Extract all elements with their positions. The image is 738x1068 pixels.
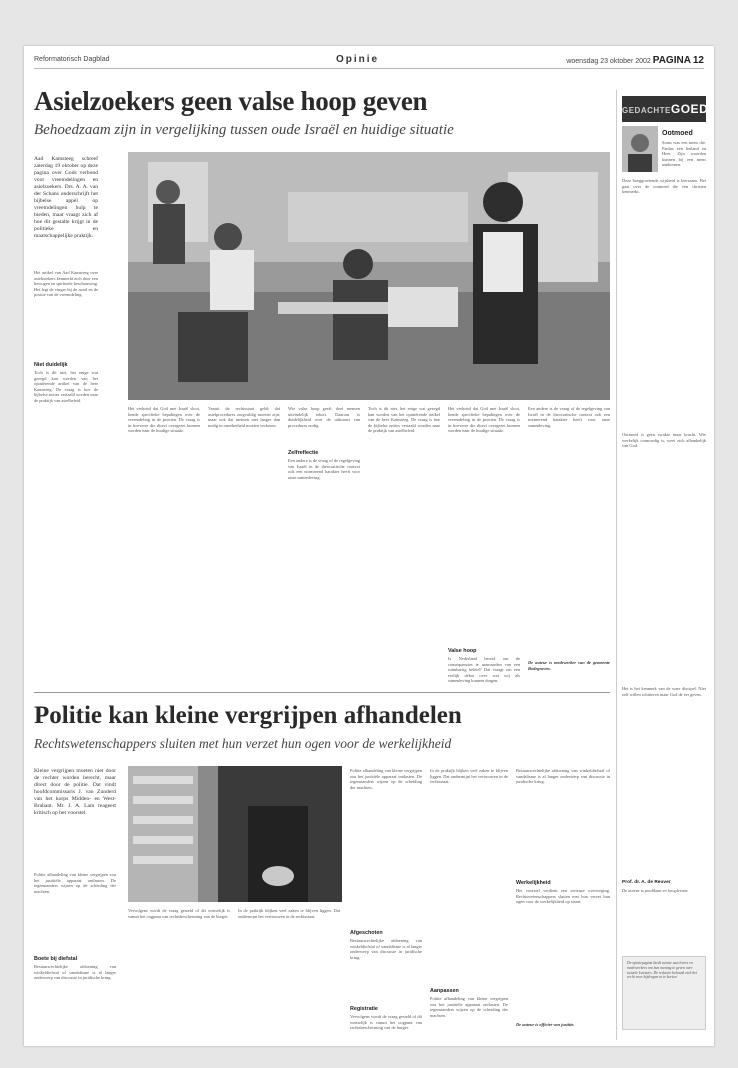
article1-subheadline: Behoedzaam zijn in vergelijking tussen oude Israël en huidige situatie: [34, 122, 454, 138]
logo-part2: GOED: [670, 102, 709, 116]
sidebar-body2: Deze boeggroeiende wijsheid is leerzaam. Het gaat over de ootmoed die een christen kenmerkt.: [622, 178, 706, 195]
article2-body2: Bestuursrechtelijke afdoening van winkeldiefstal of vandalisme is al langer onderwerp van discussie in juridische kring.: [34, 964, 116, 981]
photo-illustration-2: [128, 766, 342, 902]
article2-col5: In de praktijk blijken veel zaken te blijven liggen. Dat ondermijnt het vertrouwen in de rechtsstaat.: [430, 768, 508, 785]
article2-body3: Vervolgens wordt de vraag gesteld of dit wenselijk is vanuit het oogpunt van rechtsbescherming van de burger.: [128, 908, 230, 919]
logo-part1: GEDACHTE: [622, 106, 671, 115]
article1-body7: Is Nederland bereid om de consequenties te aanvaarden van een ruimhartig beleid? Dat vraagt om een eerlijk debat over wat wij als samenleving kunnen dragen.: [448, 656, 520, 684]
article2-subheadline: Rechtswetenschappers sluiten met hun verzet hun ogen voor de werkelijkheid: [34, 736, 452, 751]
article2-col4b: Bestuursrechtelijke afdoening van winkeldiefstal of vandalisme is al langer onderwerp van discussie in juridische kring.: [350, 938, 422, 960]
gedachtegoed-logo: [622, 96, 709, 122]
newspaper-name: Reformatorisch Dagblad: [34, 56, 110, 63]
article1-headline: Asielzoekers geen valse hoop geven: [34, 86, 428, 116]
article2-col5b: Politie afhandeling van kleine vergrijpen zou het justitiële apparaat ontlasten. De tegenstanders wijzen op de scheiding der machten.: [430, 996, 508, 1018]
asylum-seekers-photo: [128, 152, 610, 400]
date: woensdag 23 oktober 2002: [566, 58, 651, 65]
page-label: PAGINA: [652, 55, 691, 66]
article1-body5: Wie valse hoop geeft, doet mensen uiteindelijk tekort. Daarom is duidelijkheid over de uitkomst van procedures nodig.: [288, 406, 360, 428]
article2-subhead-afgeschoten: Afgeschoten: [350, 930, 383, 936]
article1-body-col7: Een andere is de vraag of de regelgeving van Israël in de theocratische context ook een normerend karakter heeft voor onze samenleving.: [528, 406, 610, 428]
article1-subhead-valse-hoop: Valse hoop: [448, 648, 477, 654]
sidebar-body4: Het is het kenmerk van de ware discipel. Niet zelf willen schitteren maar God de eer geven.: [622, 686, 706, 697]
article1-author-note: De auteur is medewerker van de gemeente Bodegraven.: [528, 660, 610, 671]
page-number: 12: [692, 55, 704, 66]
article1-intro: Aad Kamsteeg schreef zaterdag 19 oktober op deze pagina over Gods verbond voor vreemdelingen en asielzoekers. Drs. A. A. van der Schans onderschrijft het bijbelse appèl op vreemdelingen hulp te bieden, maar vraagt zich af hoe dit gestalte krijgt in de politieke en maatschappelijke praktijk.: [34, 156, 98, 239]
sidebar-column: [622, 96, 709, 1036]
article2-body1: Politie afhandeling van kleine vergrijpen zou het justitiële apparaat ontlasten. De tegenstanders wijzen op de scheiding der machten.: [34, 872, 116, 894]
sidebar-body3: Ootmoed is geen zwakte maar kracht. Wie werkelijk ootmoedig is, weet zich afhankelijk van God.: [622, 432, 706, 449]
section-name: Opinie: [336, 54, 380, 65]
article2-col4: Politie afhandeling van kleine vergrijpen zou het justitiële apparaat ontlasten. De tegenstanders wijzen op de scheiding der machten.: [350, 768, 422, 790]
page-header: [34, 54, 704, 69]
article2-body5: Het voorstel verdient een serieuze overweging. Rechtswetenschappers sluiten met hun verzet hun ogen voor de werkelijkheid op straat.: [516, 888, 610, 905]
article1-subhead-niet-duidelijk: Niet duidelijk: [34, 362, 68, 368]
editorial-info-box: De opiniepagina biedt ruimte aan lezers en medewerkers om hun mening te geven over actuele kwesties. De redactie behoudt zich het recht voor bijdragen in te korten.: [622, 956, 706, 1030]
page-meta: [566, 55, 704, 66]
article1-subhead-zelfreflectie: Zelfreflectie: [288, 450, 319, 456]
article1-body2: Toch is dit niet, het enige wat gezegd kan worden van het opiniërende artikel van de heer Kamsteeg. De vraag is hoe de bijbelse noties vertaald worden naar de praktijk van asielbeleid.: [34, 370, 98, 403]
author-portrait: [622, 126, 658, 172]
sidebar-author: Prof. dr. A. de Reuver: [622, 880, 671, 885]
article1-body6: Een andere is de vraag of de regelgeving van Israël in de theocratische context ook een normerend karakter heeft voor onze samenleving.: [288, 458, 360, 480]
article2-col4c: Vervolgens wordt de vraag gesteld of dit wenselijk is vanuit het oogpunt van rechtsbescherming van de burger.: [350, 1014, 422, 1031]
article2-body4: In de praktijk blijken veel zaken te blijven liggen. Dat ondermijnt het vertrouwen in de rechtsstaat.: [238, 908, 340, 919]
article2-subhead-boete: Boete bij diefstal: [34, 956, 78, 962]
photo-illustration: [128, 152, 610, 400]
article2-subhead-aanpassen: Aanpassen: [430, 988, 459, 994]
article1-body3: Het verbond dat God met Israël sloot, kende specifieke bepalingen over de vreemdeling in de poorten. De vraag is in hoeverre die direct overgezet kunnen worden naar de huidige situatie.: [128, 406, 200, 434]
sidebar-author-note: De auteur is predikant en hoogleraar.: [622, 888, 689, 893]
article1-body-col5: Toch is dit niet, het enige wat gezegd kan worden van het opiniërende artikel van de heer Kamsteeg. De vraag is hoe de bijbelse noties vertaald worden naar de praktijk van asielbeleid.: [368, 406, 440, 434]
article2-intro: Kleine vergrijpen moeten niet door de rechter worden berecht, maar direct door de politie. Dat vindt hoofdcommissaris J. van Zunderd van het korps Midden- en West-Brabant. Mr. J. A. Lam reageert kritisch op het voorstel.: [34, 768, 116, 816]
article1-body1: Het artikel van Aad Kamsteeg over asielzoekers kenmerkt zich door een bewogen en spirituele beschouwing. Het legt de vinger bij de nood en de positie van de vreemdeling.: [34, 270, 98, 298]
article2-col6: Bestuursrechtelijke afdoening van winkeldiefstal of vandalisme is al langer onderwerp van discussie in juridische kring.: [516, 768, 610, 785]
article1-body-col6: Het verbond dat God met Israël sloot, kende specifieke bepalingen over de vreemdeling in de poorten. De vraag is in hoeverre die direct overgezet kunnen worden naar de huidige situatie.: [448, 406, 520, 434]
sidebar-divider: [616, 90, 617, 1040]
column-title: Ootmoed: [662, 130, 693, 137]
article2-author-note: De auteur is officier van justitie.: [516, 1022, 575, 1027]
portrait-illustration: [622, 126, 658, 172]
sidebar-body1: Soms was een mens die. Paulus een heiland en Heer. Zijn woorden kunnen bij een mens aankomen.: [662, 140, 706, 168]
article-divider: [34, 692, 610, 693]
article2-headline: Politie kan kleine vergrijpen afhandelen: [34, 702, 462, 729]
shoplifting-photo: [128, 766, 342, 902]
newspaper-page: [24, 46, 714, 1046]
article1-body4: Vanuit de rechtsstaat geldt dat asielprocedures zorgvuldig moeten zijn, maar ook dat mensen niet langer dan nodig in onzekerheid moeten verkeren.: [208, 406, 280, 428]
article2-subhead-registratie: Registratie: [350, 1006, 378, 1012]
article2-subhead-werkelijkheid: Werkelijkheid: [516, 880, 551, 886]
